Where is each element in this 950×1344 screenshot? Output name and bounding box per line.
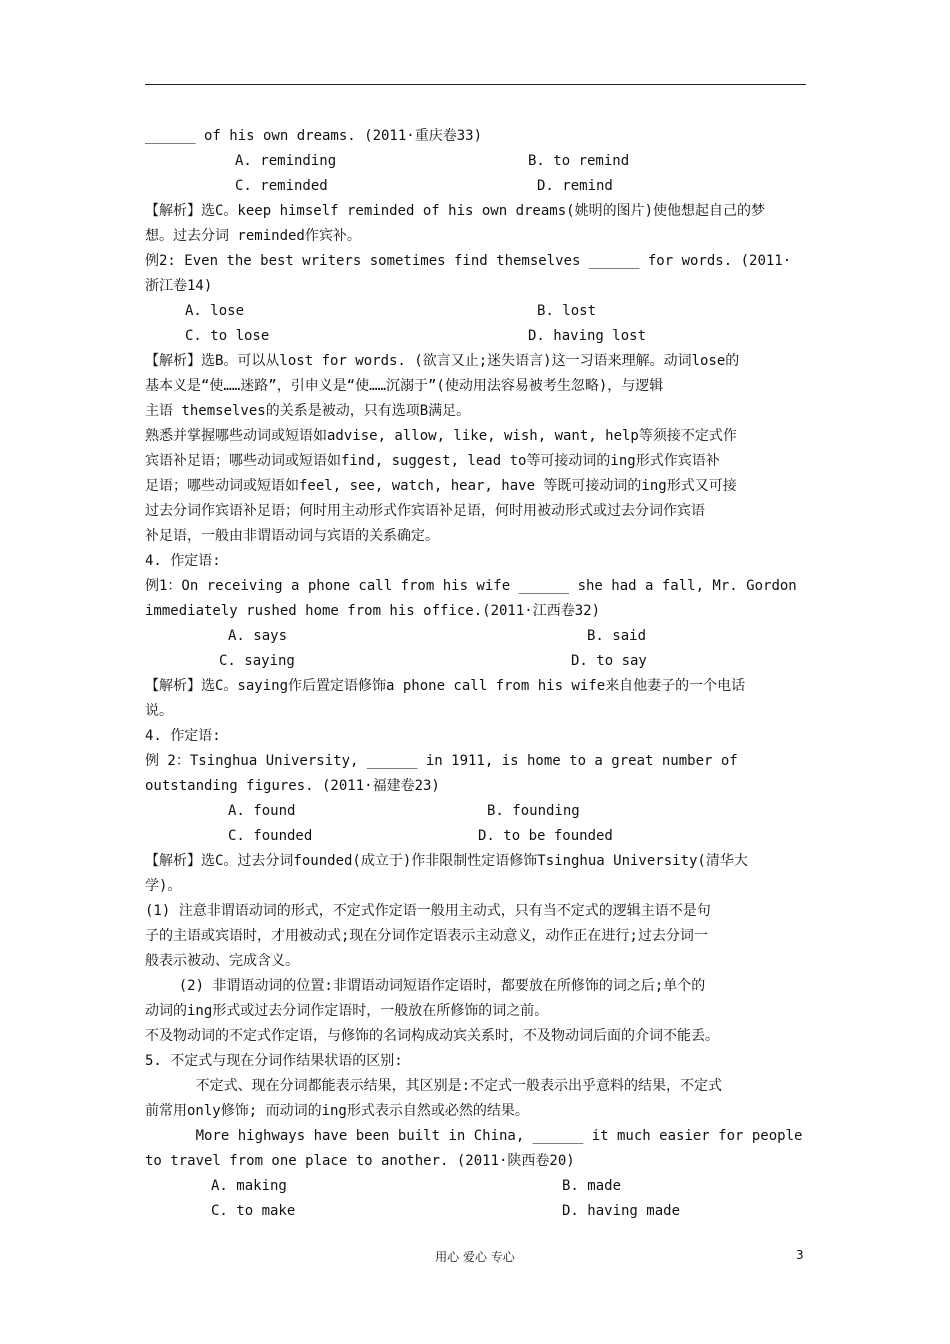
body-line: 前常用only修饰; 而动词的ing形式表示自然或必然的结果。 bbox=[145, 1103, 529, 1119]
analysis-line: 说。 bbox=[145, 703, 173, 719]
analysis-line: 【解析】选B。可以从lost for words. (欲言又止;迷失语言)这一习语来理解。动词lose的 bbox=[145, 353, 740, 369]
option-a: A. making bbox=[211, 1178, 287, 1194]
option-b: B. lost bbox=[537, 303, 597, 319]
option-a: A. lose bbox=[185, 303, 245, 319]
option-b: B. made bbox=[562, 1178, 622, 1194]
analysis-line: 基本义是“使……迷路”，引申义是“使……沉溺于”(使动用法容易被考生忽略)，与逻辑 bbox=[145, 378, 664, 394]
example-line: immediately rushed home from his office.(2011·江西卷32) bbox=[145, 603, 601, 619]
option-c: C. reminded bbox=[235, 178, 328, 194]
example-line: More highways have been built in China, ______ it much easier for people bbox=[145, 1128, 803, 1144]
body-line: 不及物动词的不定式作定语，与修饰的名词构成动宾关系时，不及物动词后面的介词不能丢。 bbox=[145, 1028, 719, 1044]
example-line: outstanding figures. (2011·福建卷23) bbox=[145, 778, 440, 794]
option-c: C. saying bbox=[219, 653, 295, 669]
option-d: D. remind bbox=[537, 178, 613, 194]
analysis-line: 【解析】选C。过去分词founded(成立于)作非限制性定语修饰Tsinghua University(清华大 bbox=[145, 853, 748, 869]
body-line: 不定式、现在分词都能表示结果，其区别是:不定式一般表示出乎意料的结果，不定式 bbox=[145, 1078, 722, 1094]
option-c: C. founded bbox=[228, 828, 313, 844]
option-a: A. reminding bbox=[235, 153, 337, 169]
body-line: 动词的ing形式或过去分词作定语时，一般放在所修饰的词之前。 bbox=[145, 1003, 549, 1019]
body-line: 宾语补足语；哪些动词或短语如find, suggest, lead to等可接动词的ing形式作宾语补 bbox=[145, 453, 720, 469]
body-line: (1) 注意非谓语动词的形式，不定式作定语一般用主动式，只有当不定式的逻辑主语不是句 bbox=[145, 903, 711, 919]
analysis-line: 想。过去分词 reminded作宾补。 bbox=[145, 228, 361, 244]
analysis-line: 学)。 bbox=[145, 878, 182, 894]
section-heading: 4. 作定语: bbox=[145, 553, 221, 569]
header-rule bbox=[145, 84, 806, 85]
example-line: 例 2：Tsinghua University, ______ in 1911, is home to a great number of bbox=[145, 753, 738, 769]
body-line: 熟悉并掌握哪些动词或短语如advise, allow, like, wish, want, help等须接不定式作 bbox=[145, 428, 737, 444]
option-b: B. said bbox=[587, 628, 647, 644]
body-line: 过去分词作宾语补足语；何时用主动形式作宾语补足语，何时用被动形式或过去分词作宾语 bbox=[145, 503, 705, 519]
example-line: 浙江卷14) bbox=[145, 278, 213, 294]
body-line: 补足语，一般由非谓语动词与宾语的关系确定。 bbox=[145, 528, 439, 544]
page-number: 3 bbox=[796, 1248, 804, 1262]
option-a: A. says bbox=[228, 628, 288, 644]
section-heading: 4. 作定语: bbox=[145, 728, 221, 744]
page-footer: 用心 爱心 专心 bbox=[435, 1250, 515, 1264]
question-stem-end: ______ of his own dreams. (2011·重庆卷33) bbox=[145, 128, 483, 144]
example-line: 例1：On receiving a phone call from his wife ______ she had a fall, Mr. Gordon bbox=[145, 578, 797, 594]
option-d: D. to say bbox=[571, 653, 647, 669]
option-a: A. found bbox=[228, 803, 296, 819]
option-c: C. to lose bbox=[185, 328, 270, 344]
analysis-line: 主语 themselves的关系是被动，只有选项B满足。 bbox=[145, 403, 471, 419]
option-b: B. to remind bbox=[528, 153, 630, 169]
option-d: D. having made bbox=[562, 1203, 681, 1219]
option-d: D. having lost bbox=[528, 328, 647, 344]
option-d: D. to be founded bbox=[478, 828, 613, 844]
analysis-line: 【解析】选C。saying作后置定语修饰a phone call from his wife来自他妻子的一个电话 bbox=[145, 678, 746, 694]
body-line: 般表示被动、完成含义。 bbox=[145, 953, 299, 969]
option-c: C. to make bbox=[211, 1203, 296, 1219]
example-line: 例2: Even the best writers sometimes find themselves ______ for words. (2011· bbox=[145, 253, 792, 269]
body-line: 足语；哪些动词或短语如feel, see, watch, hear, have 等既可接动词的ing形式又可接 bbox=[145, 478, 737, 494]
analysis-line: 【解析】选C。keep himself reminded of his own dreams(姚明的图片)使他想起自己的梦 bbox=[145, 203, 766, 219]
body-line: 子的主语或宾语时，才用被动式;现在分词作定语表示主动意义，动作正在进行;过去分词一 bbox=[145, 928, 708, 944]
option-b: B. founding bbox=[487, 803, 580, 819]
section-heading: 5. 不定式与现在分词作结果状语的区别: bbox=[145, 1053, 403, 1069]
example-line: to travel from one place to another. (2011·陕西卷20) bbox=[145, 1153, 575, 1169]
body-line: (2) 非谓语动词的位置:非谓语动词短语作定语时，都要放在所修饰的词之后;单个的 bbox=[145, 978, 706, 994]
